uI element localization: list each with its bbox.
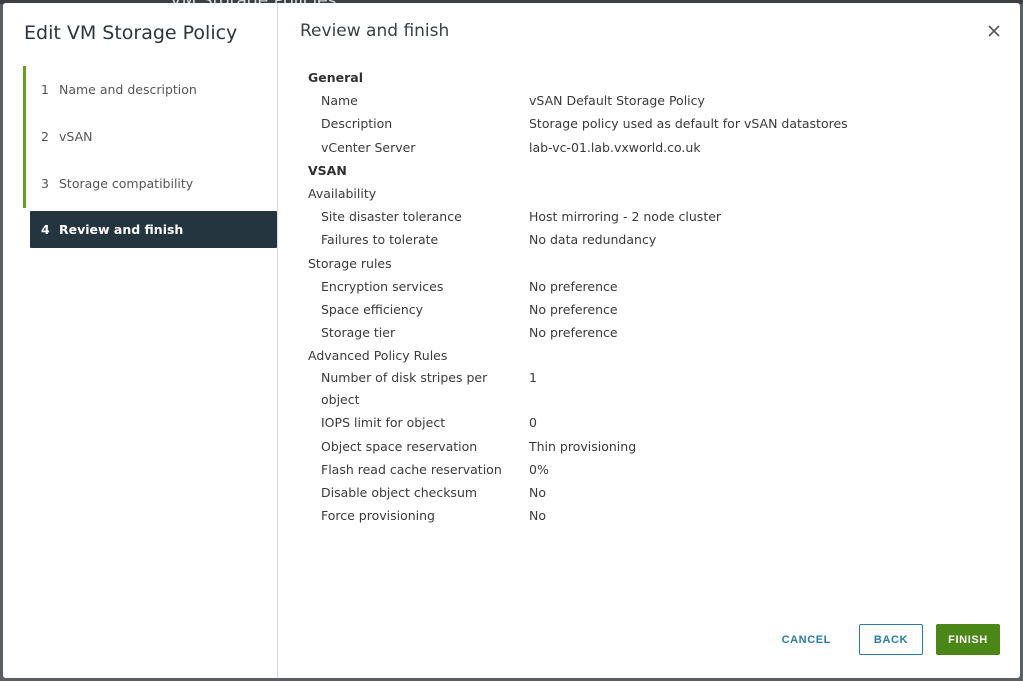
wizard-steps bbox=[23, 66, 277, 248]
summary-row-space-efficiency: Space efficiency No preference bbox=[321, 301, 618, 317]
section-heading-general: General bbox=[308, 70, 363, 85]
cancel-button[interactable]: CANCEL bbox=[781, 633, 831, 646]
dialog-footer bbox=[767, 624, 1000, 655]
summary-row-disk-stripes: Number of disk stripes per object 1 bbox=[321, 370, 537, 408]
step-number: 1 bbox=[41, 82, 49, 97]
section-heading-vsan: VSAN bbox=[308, 162, 347, 178]
summary-row-name: Name vSAN Default Storage Policy bbox=[321, 93, 705, 109]
review-summary bbox=[308, 66, 988, 527]
subsection-availability: Availability bbox=[308, 185, 377, 201]
wizard-sidebar bbox=[3, 3, 278, 678]
step-name-and-description[interactable] bbox=[23, 66, 277, 113]
dialog-title: Edit VM Storage Policy bbox=[24, 22, 238, 44]
summary-row-iops-limit: IOPS limit for object 0 bbox=[321, 415, 537, 431]
step-number: 4 bbox=[41, 222, 50, 237]
summary-row-force-provisioning: Force provisioning No bbox=[321, 508, 546, 524]
summary-row-description: Description Storage policy used as default for vSAN datastores bbox=[321, 116, 848, 132]
summary-row-site-disaster-tolerance: Site disaster tolerance Host mirroring - 2 node cluster bbox=[321, 209, 722, 225]
step-review-and-finish[interactable] bbox=[30, 211, 277, 248]
summary-row-failures-to-tolerate: Failures to tolerate No data redundancy bbox=[321, 232, 657, 248]
step-vsan[interactable] bbox=[23, 113, 277, 160]
wizard-content bbox=[278, 3, 1020, 678]
step-storage-compatibility[interactable] bbox=[23, 160, 277, 207]
summary-row-storage-tier: Storage tier No preference bbox=[321, 325, 618, 341]
step-number: 3 bbox=[41, 176, 49, 191]
step-number: 2 bbox=[41, 129, 49, 144]
step-label: Review and finish bbox=[59, 222, 184, 237]
edit-storage-policy-dialog bbox=[3, 3, 1020, 678]
close-icon[interactable] bbox=[984, 21, 1004, 41]
step-label: Storage compatibility bbox=[59, 176, 194, 191]
summary-row-flash-read-cache: Flash read cache reservation 0% bbox=[321, 461, 549, 477]
panel-title: Review and finish bbox=[300, 21, 450, 41]
subsection-storage-rules: Storage rules bbox=[308, 255, 392, 271]
summary-row-vcenter: vCenter Server lab-vc-01.lab.vxworld.co.uk bbox=[321, 139, 701, 155]
back-button[interactable]: BACK bbox=[859, 624, 923, 655]
step-label: vSAN bbox=[59, 129, 93, 144]
finish-button[interactable]: FINISH bbox=[936, 624, 1000, 655]
step-label: Name and description bbox=[59, 82, 197, 97]
summary-row-object-space-reservation: Object space reservation Thin provisioning bbox=[321, 438, 637, 454]
summary-row-disable-checksum: Disable object checksum No bbox=[321, 485, 546, 500]
summary-row-encryption: Encryption services No preference bbox=[321, 278, 618, 294]
subsection-advanced-policy-rules: Advanced Policy Rules bbox=[308, 348, 448, 364]
